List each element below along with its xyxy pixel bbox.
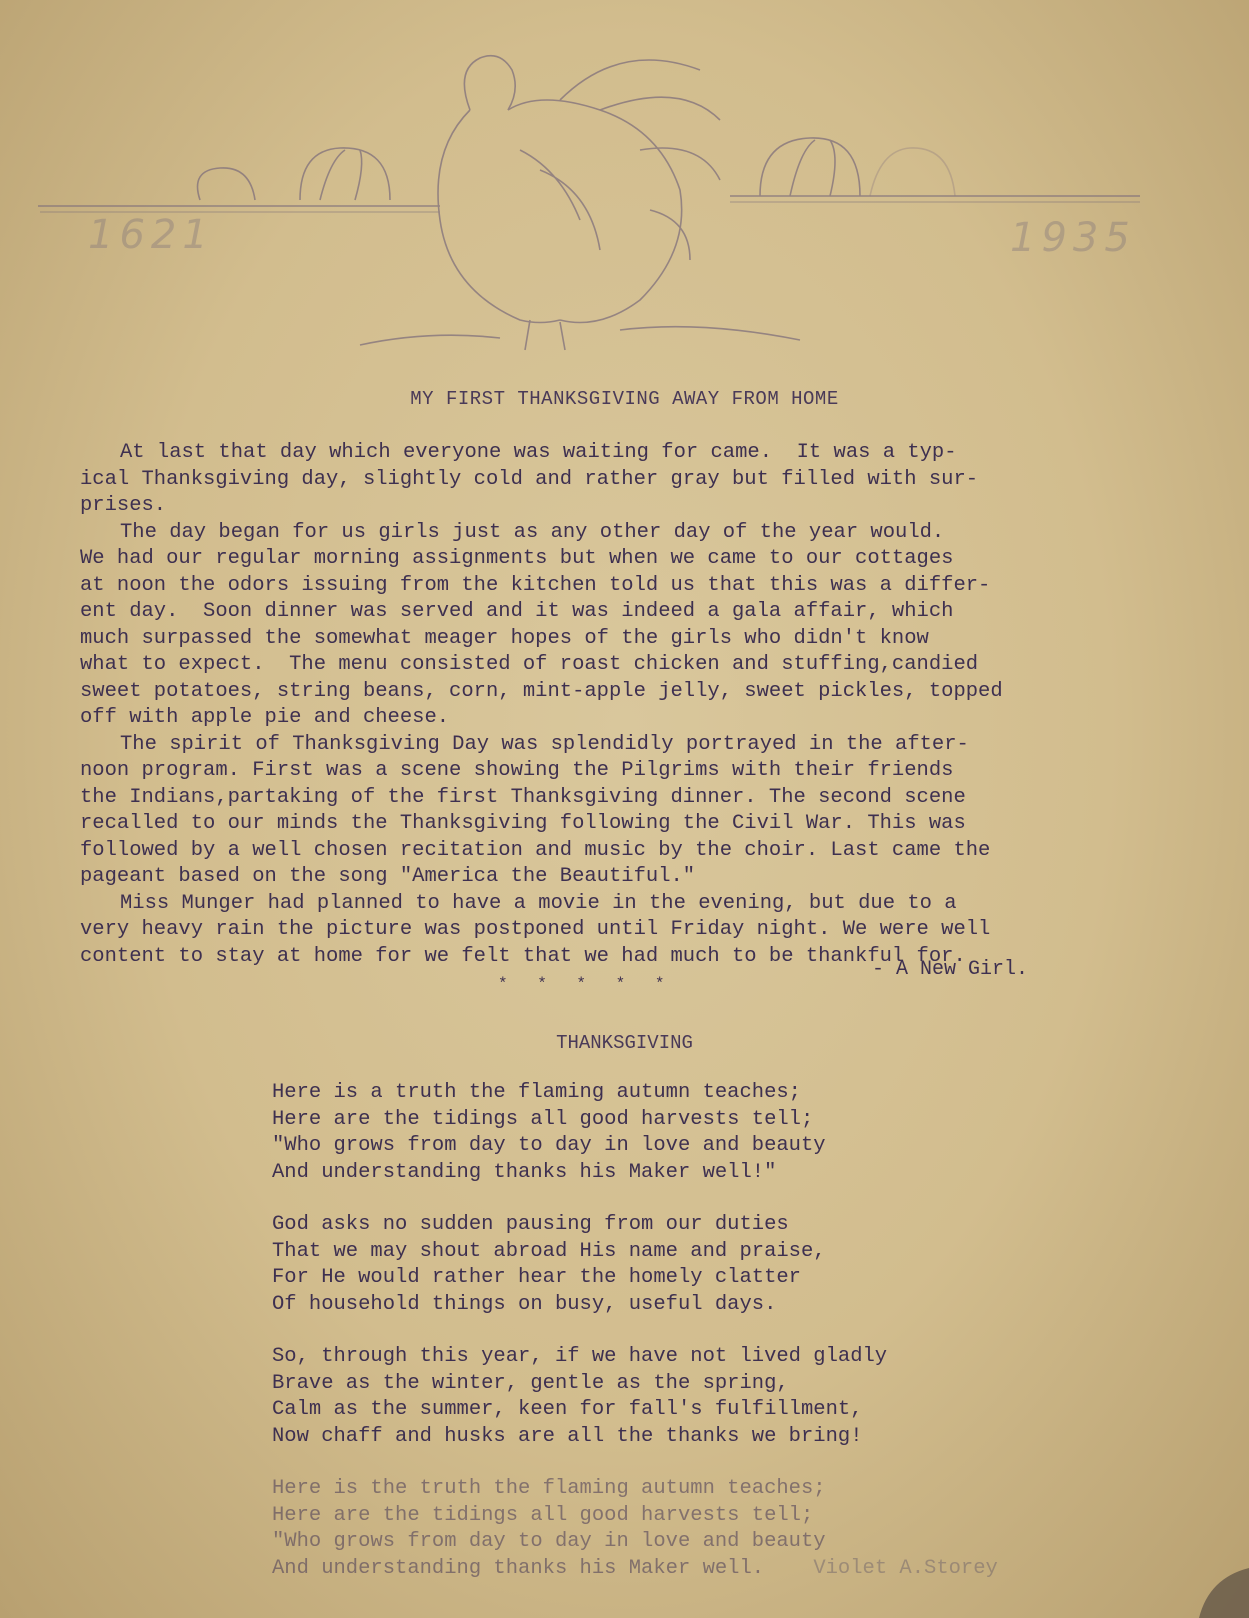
text-line: The spirit of Thanksgiving Day was splendidly portrayed in the after- [120, 732, 969, 756]
text-line: what to expect. The menu consisted of roast chicken and stuffing,candied [80, 653, 979, 676]
poem-line: Of household things on busy, useful days. [272, 1292, 777, 1316]
poem-stanza [272, 1080, 1172, 1186]
poem-line: For He would rather hear the homely clatter [272, 1266, 801, 1289]
text-line: At last that day which everyone was waiting for came. It was a typ- [120, 441, 957, 464]
article-paragraph [80, 520, 1190, 732]
poem-line: God asks no sudden pausing from our duties [272, 1213, 789, 1236]
article-paragraph [80, 440, 1190, 520]
poem-title: THANKSGIVING [556, 1032, 693, 1054]
text-line: We had our regular morning assignments but when we came to our cottages [80, 547, 954, 570]
text-line: content to stay at home for we felt that we had much to be thankful for. [80, 944, 966, 968]
poem-author: Violet A.Storey [813, 1556, 998, 1580]
poem-body [272, 1080, 1172, 1608]
page-corner-mark [1179, 1548, 1249, 1618]
poem-line: Here is the truth the flaming autumn teaches; [272, 1477, 826, 1500]
poem-stanza [272, 1476, 1172, 1582]
text-line: much surpassed the somewhat meager hopes of the girls who didn't know [80, 626, 929, 650]
poem-stanza [272, 1344, 1172, 1450]
article-signature: - A New Girl. [872, 958, 1029, 981]
text-line: recalled to our minds the Thanksgiving following the Civil War. This was [80, 812, 966, 835]
poem-line: Brave as the winter, gentle as the spring, [272, 1371, 789, 1395]
poem-line: Calm as the summer, keen for fall's fulfillment, [272, 1398, 863, 1421]
poem-line: Now chaff and husks are all the thanks we bring! [272, 1424, 863, 1448]
text-line: very heavy rain the picture was postponed until Friday night. We were well [80, 918, 991, 941]
text-line: Miss Munger had planned to have a movie in the evening, but due to a [120, 891, 957, 915]
text-line: followed by a well chosen recitation and music by the choir. Last came the [80, 838, 991, 862]
poem-line: So, through this year, if we have not lived gladly [272, 1345, 888, 1368]
text-line: ent day. Soon dinner was served and it was indeed a gala affair, which [80, 600, 954, 623]
text-line: The day began for us girls just as any other day of the year would. [120, 520, 945, 544]
year-1621: 1621 [88, 212, 214, 258]
poem-line-last [272, 1556, 1172, 1583]
poem-line: Here are the tidings all good harvests tell; [272, 1503, 814, 1527]
article-body [80, 440, 1190, 970]
text-line: pageant based on the song "America the Beautiful." [80, 865, 696, 888]
turkey-pumpkin-illustration [0, 0, 1249, 380]
article-paragraph [80, 732, 1190, 891]
poem-line: Here are the tidings all good harvests tell; [272, 1107, 814, 1131]
text-line: ical Thanksgiving day, slightly cold and rather gray but filled with sur- [80, 467, 979, 491]
text-line: noon program. First was a scene showing the Pilgrims with their friends [80, 759, 954, 782]
text-line: sweet potatoes, string beans, corn, mint-apple jelly, sweet pickles, topped [80, 679, 1003, 703]
poem-line: And understanding thanks his Maker well. [272, 1556, 765, 1580]
poem-line: "Who grows from day to day in love and beauty [272, 1530, 826, 1553]
poem-line: "Who grows from day to day in love and beauty [272, 1134, 826, 1157]
poem-stanza [272, 1212, 1172, 1318]
text-line: the Indians,partaking of the first Thanksgiving dinner. The second scene [80, 785, 966, 809]
article-title: MY FIRST THANKSGIVING AWAY FROM HOME [410, 388, 839, 410]
text-line: prises. [80, 494, 167, 517]
poem-line: And understanding thanks his Maker well!" [272, 1160, 777, 1184]
poem-line: Here is a truth the flaming autumn teaches; [272, 1081, 801, 1104]
poem-line: That we may shout abroad His name and praise, [272, 1239, 826, 1263]
text-line: off with apple pie and cheese. [80, 706, 450, 729]
text-line: at noon the odors issuing from the kitchen told us that this was a differ- [80, 573, 991, 597]
section-separator: * * * * * [498, 975, 675, 993]
year-1935: 1935 [1010, 215, 1136, 261]
